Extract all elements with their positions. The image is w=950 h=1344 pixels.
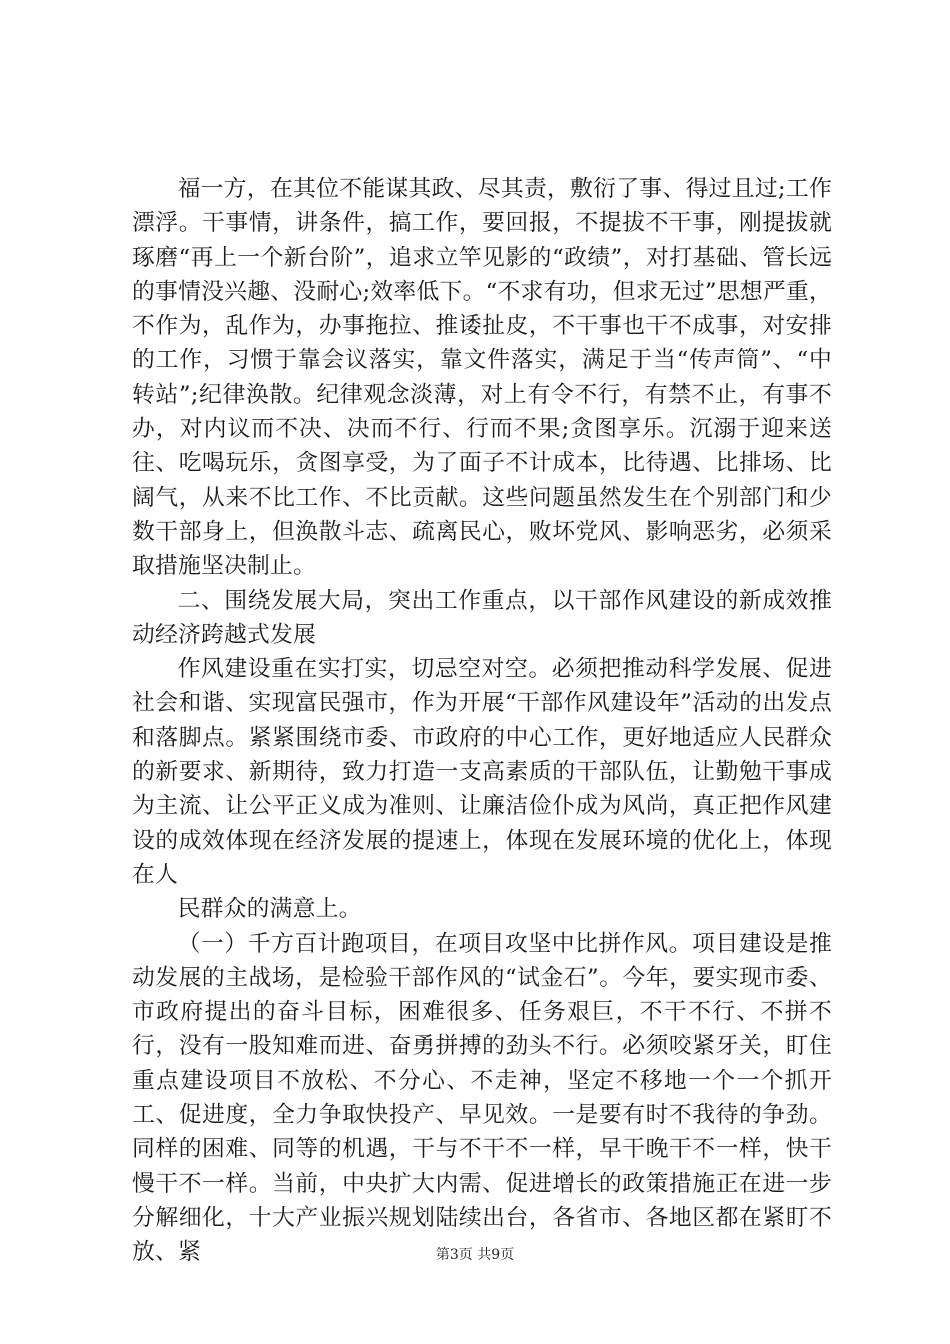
paragraph-projects: （一）千方百计跑项目，在项目攻坚中比拼作风。项目建设是推动发展的主战场，是检验干部作风的“试金石”。今年，要实现市委、市政府提出的奋斗目标，困难很多、任务艰巨，不干不行、不拼不行，没有一股知难而进、奋勇拼搏的劲头不行。必须咬紧牙关，盯住重点建设项目不放松、不分心、不走神，坚定不移地一个一个抓开工、促进度，全力争取快投产、早见效。一是要有时不我待的争劲。同样的困难、同等的机遇，干与不干不一样，早干晚干不一样，快干慢干不一样。当前，中央扩大内需、促进增长的政策措施正在进一步分解细化，十大产业振兴规划陆续出台，各省市、各地区都在紧盯不放、紧 [132,930,832,1266]
paragraph-work-style-construction: 作风建设重在实打实，切忌空对空。必须把推动科学发展、促进社会和谐、实现富民强市，作为开展“干部作风建设年”活动的出发点和落脚点。紧紧围绕市委、市政府的中心工作，更好地适应人民群众的新要求、新期待，致力打造一支高素质的干部队伍，让勤勉干事成为主流、让公平正义成为准则、让廉洁俭仆成为风尚，真正把作风建设的成效体现在经济发展的提速上，体现在发展环境的优化上，体现在人 [132,656,832,888]
document-body [132,172,832,1270]
paragraph-continuation: 民群众的满意上。 [177,896,362,923]
page-footer: 第3页 共9页 [435,1247,515,1263]
paragraph-work-style-problems: 福一方，在其位不能谋其政、尽其责，敷衍了事、得过且过;工作漂浮。干事情，讲条件，搞工作，要回报，不提拔不干事，刚提拔就琢磨“再上一个新台阶”，追求立竿见影的“政绩”，对打基础、管长远的事情没兴趣、没耐心;效率低下。“不求有功，但求无过”思想严重，不作为，乱作为，办事拖拉、推诿扯皮，不干事也干不成事，对安排的工作，习惯于靠会议落实，靠文件落实，满足于当“传声筒”、“中转站”;纪律涣散。纪律观念淡薄，对上有令不行，有禁不止，有事不办，对内议而不决、决而不行、行而不果;贪图享乐。沉溺于迎来送往、吃喝玩乐，贪图享受，为了面子不计成本，比待遇、比排场、比阔气，从来不比工作、不比贡献。这些问题虽然发生在个别部门和少数干部身上，但涣散斗志、疏离民心，败坏党风、影响恶劣，必须采取措施坚决制止。 [132,176,832,580]
section-heading-two: 二、围绕发展大局，突出工作重点，以干部作风建设的新成效推动经济跨越式发展 [132,587,832,648]
